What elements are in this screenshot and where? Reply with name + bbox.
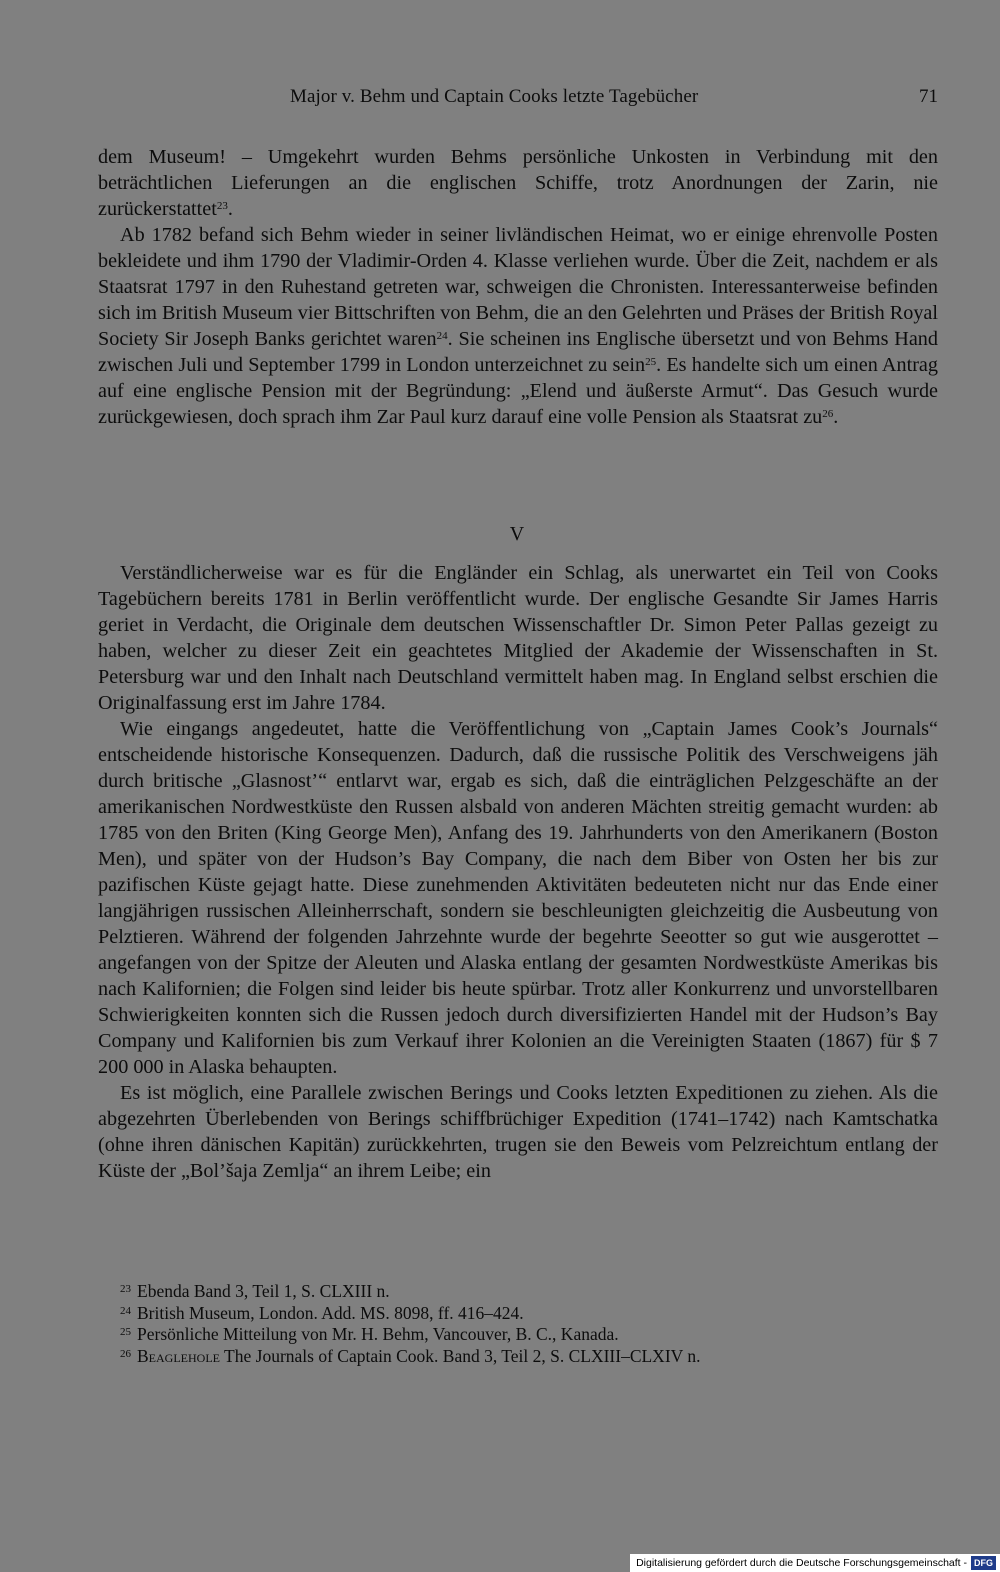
text-run: dem Museum! – Umgekehrt wurden Behms persönliche Unkosten in Verbindung mit den beträchtlichen Lieferungen an die englischen Schiffe, trotz Anordnungen der Zarin, nie zurückerstattet	[98, 146, 938, 220]
footnote	[120, 1323, 920, 1345]
credit-text: Digitalisierung gefördert durch die Deutsche Forschungsgemeinschaft -	[636, 1557, 967, 1569]
text-run: .	[833, 406, 839, 428]
page-header	[100, 86, 938, 116]
footnote-number: 26	[120, 1347, 131, 1360]
footnote-ref[interactable]: 25	[645, 356, 657, 368]
footnote-author: Beaglehole	[137, 1345, 220, 1366]
text-run: .	[227, 198, 233, 220]
footnote-number: 24	[120, 1304, 131, 1317]
footnote-text: Persönliche Mitteilung von Mr. H. Behm, Vancouver, B. C., Kanada.	[137, 1324, 619, 1344]
paragraph	[98, 144, 938, 222]
text-run: . Es handelte sich um einen Antrag auf eine englische Pension mit der Begründung: „Elend und äußerste Armut“. Das Gesuch wurde zurückgewiesen, doch sprach ihm Zar Paul kurz darauf eine volle Pension als Staatsrat zu	[98, 354, 938, 428]
digitization-credit	[630, 1554, 1000, 1572]
footnote-text: The Journals of Captain Cook. Band 3, Teil 2, S. CLXIII–CLXIV n.	[220, 1345, 701, 1366]
footnote-text: British Museum, London. Add. MS. 8098, ff. 416–424.	[137, 1302, 524, 1323]
running-title: Major v. Behm und Captain Cooks letzte Tagebücher	[290, 86, 699, 107]
section-4-text	[98, 144, 938, 430]
text-run: . Sie scheinen ins Englische übersetzt und von Behms Hand zwischen Juli und September 1799 in London unterzeichnet zu sein	[98, 328, 938, 376]
footnote-number: 25	[120, 1326, 131, 1338]
footnote	[120, 1345, 920, 1367]
footnote-ref[interactable]: 26	[822, 408, 834, 420]
paragraph: Verständlicherweise war es für die Engländer ein Schlag, als unerwartet ein Teil von Cooks Tagebüchern bereits 1781 in Berlin veröffentlicht wurde. Der englische Gesandte Sir James Harris geriet in Verdacht, die Originale dem deutschen Wissenschaftler Dr. Simon Peter Pallas gezeigt zu haben, welcher zu dieser Zeit ein geachtetes Mitglied der Akademie der Wissenschaften in St. Petersburg war und den Inhalt nach Deutschland vermittelt haben mag. In England selbst erschien die Originalfassung erst im Jahre 1784.	[98, 562, 938, 714]
footnote-ref[interactable]: 23	[216, 200, 228, 212]
footnote-ref[interactable]: 24	[436, 330, 448, 342]
paragraph: Es ist möglich, eine Parallele zwischen Berings und Cooks letzten Expeditionen zu ziehen. Als die abgezehrten Überlebenden von Berings schiffbrüchiger Expedition (1741–1742) nach Kamtschatka (ohne ihren dänischen Kapitän) zurückkehrten, trugen sie den Beweis vom Pelzreichtum entlang der Küste der „Bol’šaja Zemlja“ an ihrem Leibe; ein	[98, 1082, 938, 1182]
section-5-text	[98, 560, 938, 1184]
paragraph	[98, 222, 938, 430]
dfg-logo-icon: DFG	[971, 1556, 996, 1570]
footnotes	[120, 1280, 920, 1366]
paragraph: Wie eingangs angedeutet, hatte die Veröffentlichung von „Captain James Cook’s Journals“ entscheidende historische Konsequenzen. Dadurch, daß die russische Politik des Verschweigens jäh durch britische „Glasnost’“ entlarvt war, ergab es sich, daß die einträglichen Pelzgeschäfte an der amerikanischen Nordwestküste den Russen alsbald von anderen Mächten streitig gemacht wurden: ab 1785 von den Briten (King George Men), Anfang des 19. Jahrhunderts von den Amerikanern (Boston Men), und später von der Hudson’s Bay Company, die nach dem Biber von Osten her bis zur pazifischen Küste gejagt hatte. Diese zunehmenden Aktivitäten bedeuteten nicht nur das Ende einer langjährigen russischen Alleinherrschaft, sondern sie beschleunigten gleichzeitig die Ausbeutung von Pelztieren. Während der folgenden Jahrzehnte wurde der begehrte Seeotter so gut wie ausgerottet – angefangen von der Spitze der Aleuten und Alaska entlang der gesamten Nordwestküste Amerikas bis nach Kalifornien; die Folgen sind leider bis heute spürbar. Trotz aller Konkurrenz und unvorstellbaren Schwierigkeiten konnten sich die Russen jedoch durch diversifizierten Handel mit der Hudson’s Bay Company und Kalifornien bis zum Verkauf ihrer Kolonien an die Vereinigten Staaten (1867) für $ 7 200 000 in Alaska behaupten.	[98, 718, 938, 1078]
page-number: 71	[919, 86, 938, 107]
footnote	[120, 1302, 920, 1324]
footnote-text: Ebenda Band 3, Teil 1, S. CLXIII n.	[137, 1281, 390, 1301]
text-run: Ab 1782 befand sich Behm wieder in seiner livländischen Heimat, wo er einige ehrenvolle Posten bekleidete und ihm 1790 der Vladimir-Orden 4. Klasse verliehen wurde. Über die Zeit, nachdem er als Staatsrat 1797 in den Ruhestand getreten war, schweigen die Chronisten. Interessanterweise befinden sich im British Museum vier Bittschriften von Behm, die an den Gelehrten und Präses der British Royal Society Sir Joseph Banks gerichtet waren	[98, 224, 938, 350]
footnote-number: 23	[120, 1283, 131, 1295]
section-heading: V	[509, 523, 525, 545]
footnote	[120, 1280, 920, 1302]
